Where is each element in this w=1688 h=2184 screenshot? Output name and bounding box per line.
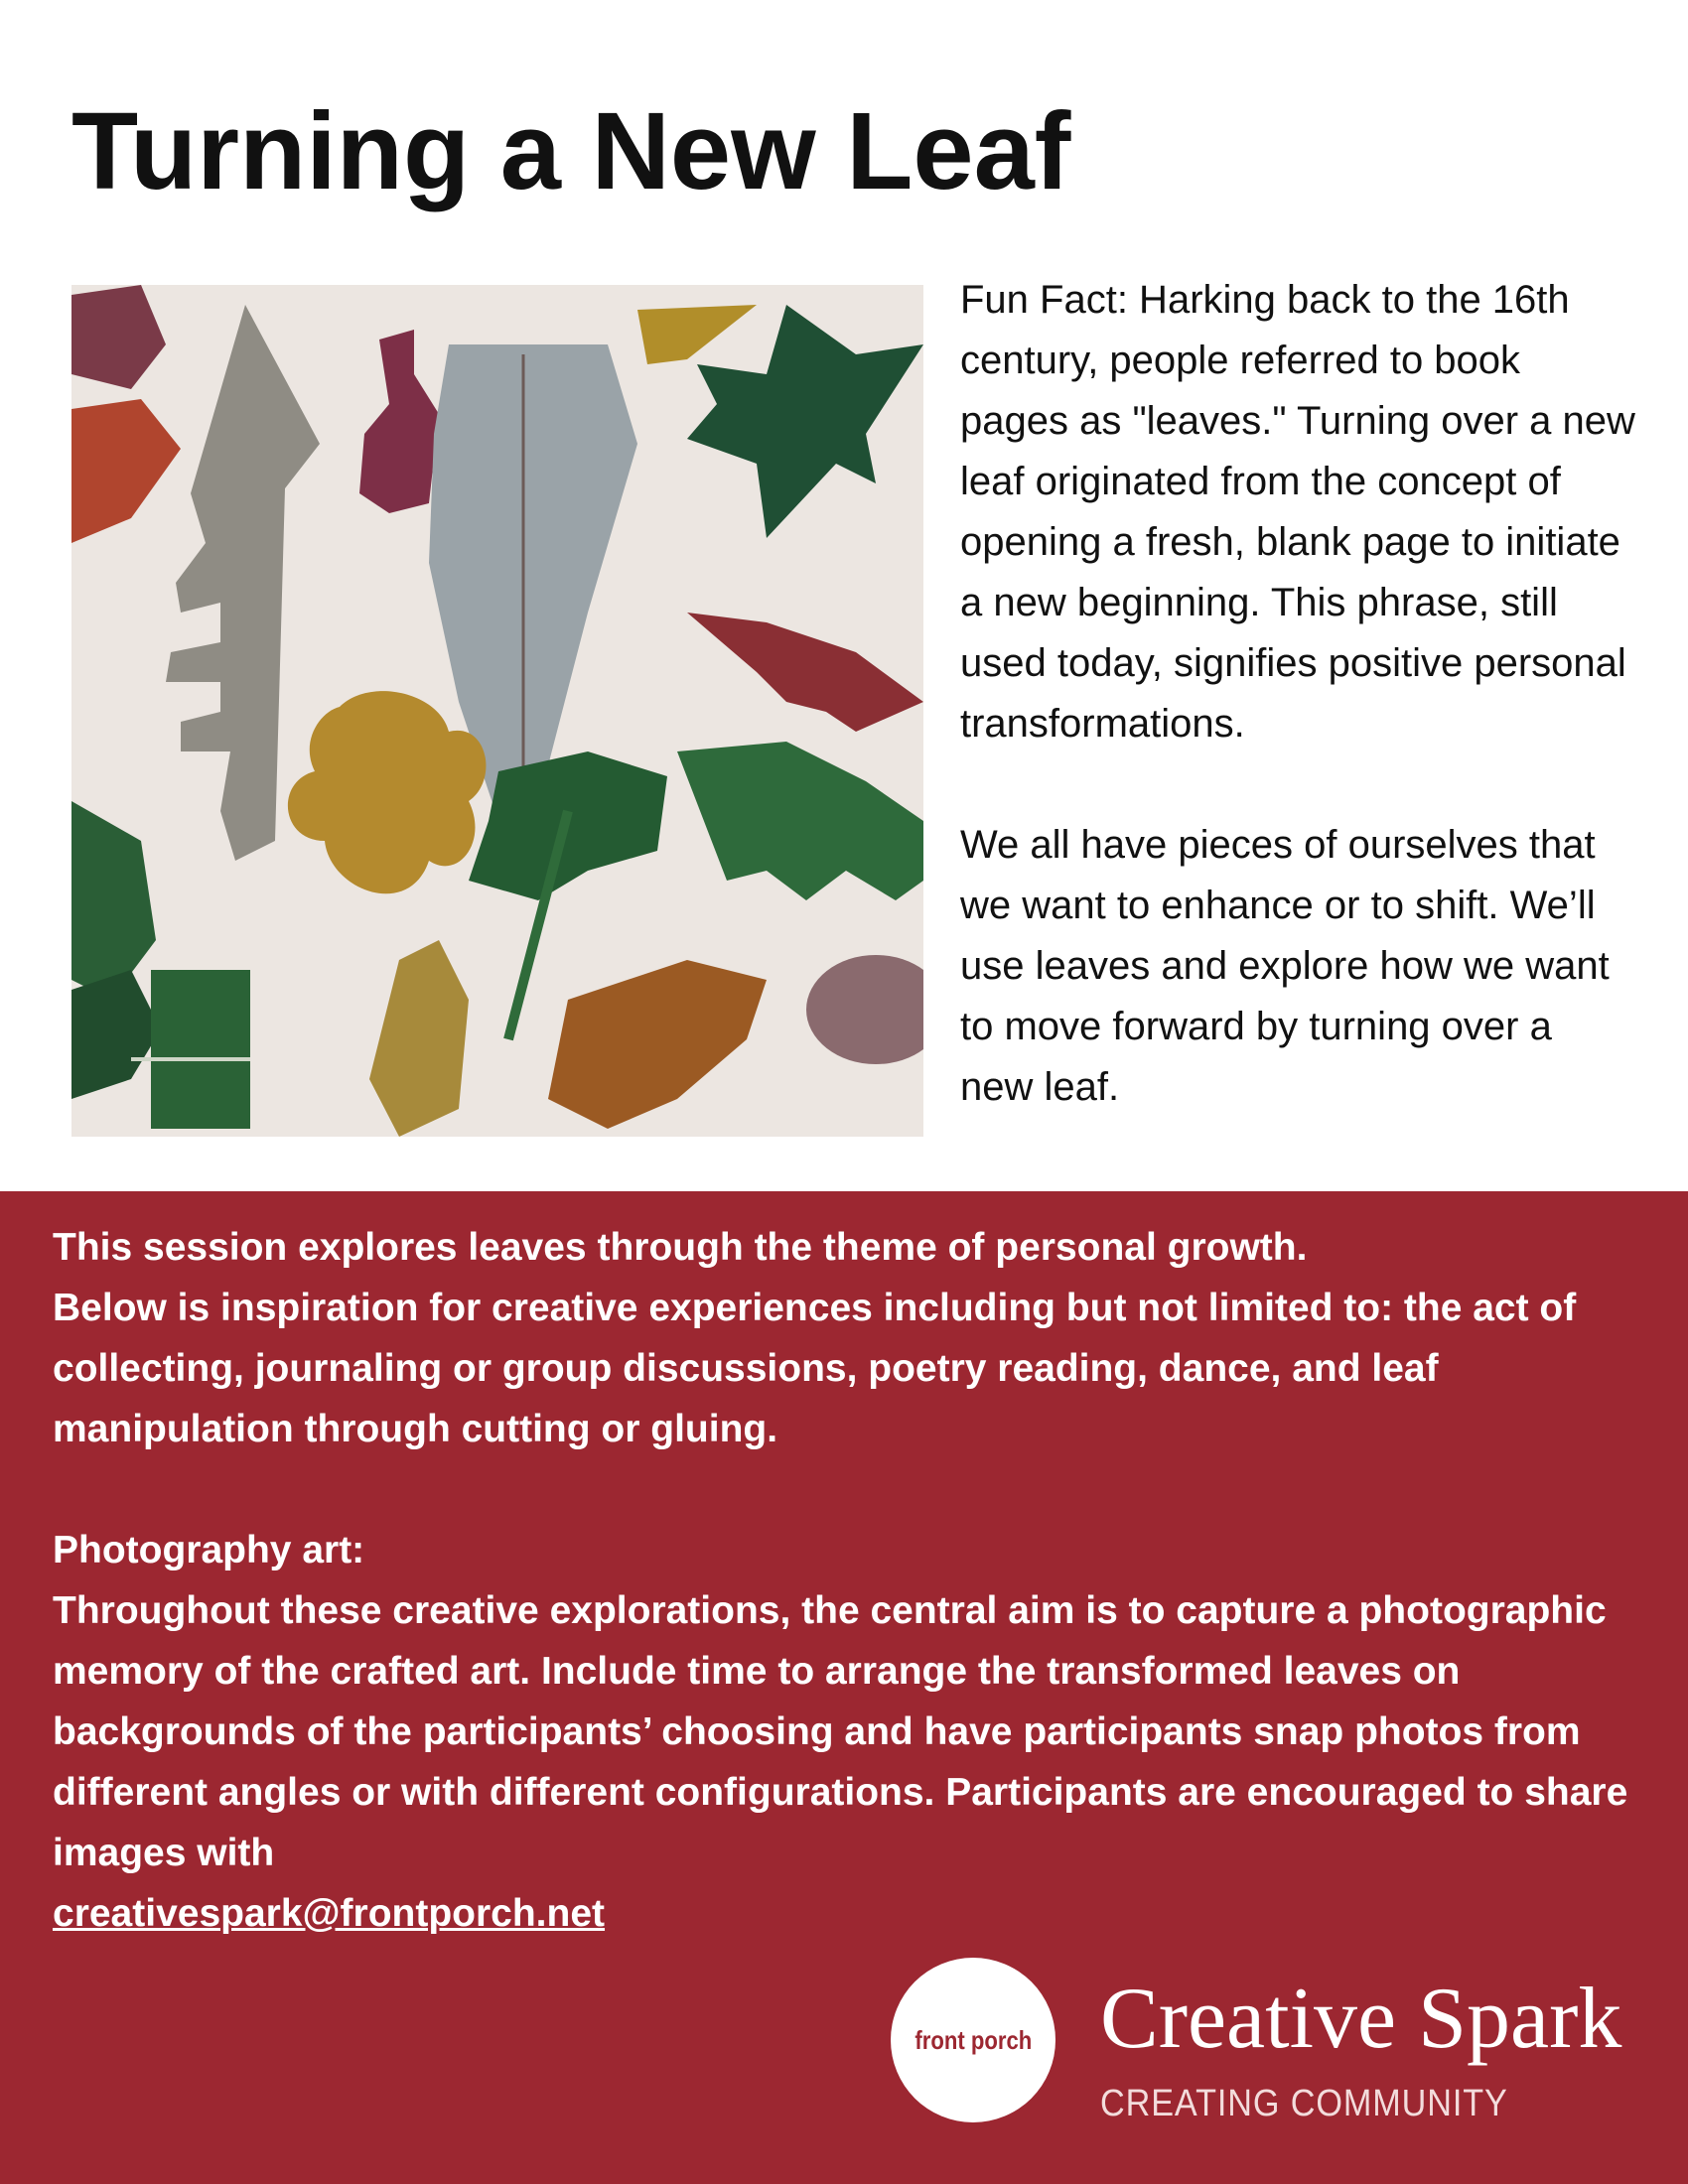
brand-name: Creative Spark	[1100, 1971, 1622, 2067]
session-intro: This session explores leaves through the theme of personal growth.	[53, 1226, 1308, 1269]
reflection-paragraph: We all have pieces of ourselves that we want to enhance or to shift. We’ll use leaves and explore how we want to move forward by turning over a new leaf.	[960, 823, 1610, 1109]
cut-leaves-photo	[71, 285, 923, 1137]
intro-text	[960, 270, 1635, 1118]
page-title: Turning a New Leaf	[71, 90, 1071, 212]
brand-tagline: CREATING COMMUNITY	[1100, 2083, 1508, 2124]
creative-spark-brand	[1100, 1971, 1656, 2125]
photography-heading: Photography art:	[53, 1529, 365, 1571]
logo-text: front porch	[914, 2024, 1032, 2055]
fun-fact-paragraph: Fun Fact: Harking back to the 16th century, people referred to book pages as "leaves." Turning over a new leaf originated from the concept of opening a fresh, blank page to initiate a new beginning. This phrase, still used today, signifies positive personal transformations.	[960, 278, 1635, 746]
photography-text: Throughout these creative explorations, the central aim is to capture a photographic memory of the crafted art. Include time to arrange the transformed leaves on backgrounds of the participants’ choosing and have participants snap photos from different angles or with different configurations. Participants are encouraged to share images with	[53, 1589, 1628, 1874]
session-text	[53, 1217, 1641, 1944]
session-inspiration: Below is inspiration for creative experiences including but not limited to: the act of collecting, journaling or group discussions, poetry reading, dance, and leaf manipulation through cutting or gluing.	[53, 1287, 1577, 1450]
session-panel	[0, 1191, 1688, 2184]
front-porch-logo	[891, 1958, 1055, 2122]
email-link[interactable]: creativespark@frontporch.net	[53, 1892, 606, 1935]
